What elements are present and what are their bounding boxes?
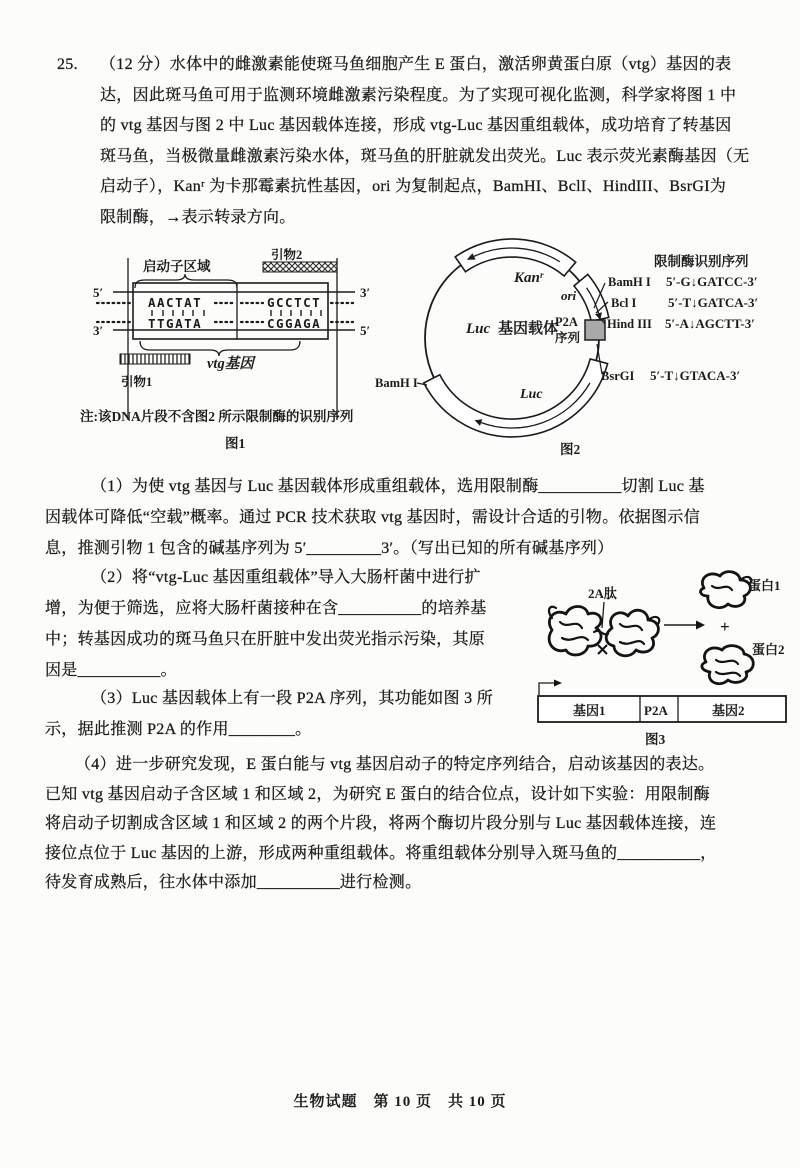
figure2-caption: 图2	[560, 442, 581, 457]
strand-end-label: 3′	[93, 323, 104, 338]
vector-name-luc: Luc	[466, 321, 491, 337]
sequence-top-right: GCCTCT	[267, 295, 322, 310]
primer1-label: 引物1	[121, 375, 153, 389]
page-footer: 生物试题 第 10 页 共 10 页	[293, 1094, 507, 1110]
intro-line: （12 分）水体中的雌激素能使斑马鱼细胞产生 E 蛋白，激活卵黄蛋白原（vtg）基因的表	[100, 56, 732, 73]
figure1-caption: 图1	[225, 436, 246, 451]
enzyme-name: Hind III	[607, 317, 652, 331]
primer2-label: 引物2	[271, 248, 303, 262]
strand-end-label: 5′	[360, 323, 371, 338]
fused-protein-blob-left	[549, 607, 601, 655]
gene2-cell-label: 基因2	[712, 703, 745, 718]
p2a-sequence-square	[585, 320, 605, 340]
sequence-top-left: AACTAT	[148, 295, 203, 310]
q4-line: 将启动子切割成含区域 1 和区域 2 的两个片段，将两个酶切片段分别与 Luc 基因载体连接，连	[45, 815, 717, 833]
ori-label: ori	[561, 288, 577, 303]
q1-line: 因载体可降低“空载”概率。通过 PCR 技术获取 vtg 基因时，需设计合适的引物。依据图示信	[45, 509, 700, 526]
luc-gene-label: Luc	[520, 387, 543, 402]
protein1-label: 蛋白1	[748, 578, 781, 593]
promoter-region-label: 启动子区域	[143, 259, 211, 274]
intro-line: 斑马鱼，当极微量雌激素污染水体，斑马鱼的肝脏就发出荧光。Luc 表示荧光素酶基因（无	[100, 147, 750, 165]
sequence-bottom-left: TTGATA	[148, 316, 203, 331]
q3-line: 示，据此推测 P2A 的作用________。	[45, 720, 312, 738]
enzyme-name: BamH I	[608, 275, 651, 289]
fused-protein-blob-right	[606, 610, 659, 656]
primer1-bar	[120, 354, 190, 364]
enzyme-table-title: 限制酶识别序列	[654, 254, 749, 269]
question-4	[45, 750, 779, 898]
enzyme-sequence: 5′-G↓GATCC-3′	[666, 274, 758, 289]
protein2-blob	[702, 646, 753, 684]
intro-line: 启动子），Kanʳ 为卡那霉素抗性基因，ori 为复制起点，BamHI、BclI、HindIII、BsrGI为	[100, 178, 727, 196]
sequence-bottom-right: CGGAGA	[267, 316, 322, 331]
enzyme-name: BsrGI	[601, 369, 635, 383]
figure3-p2a-function-diagram	[530, 558, 800, 753]
p2a-label-line1: P2A	[555, 315, 578, 329]
figure2-luc-vector-plasmid	[370, 240, 800, 465]
question-2	[45, 562, 545, 686]
protein2-label: 蛋白2	[752, 642, 785, 657]
question-intro-paragraph	[100, 50, 780, 234]
vtg-gene-label: vtg基因	[207, 356, 254, 372]
intro-line: 的 vtg 基因与图 2 中 Luc 基因载体连接，形成 vtg-Luc 基因重组载体，成功培育了转基因	[100, 117, 732, 135]
p2a-cell-label: P2A	[644, 703, 668, 718]
p2a-label-line2: 序列	[555, 331, 581, 345]
promoter-arrowhead	[554, 680, 562, 687]
question-3	[45, 684, 545, 745]
q2-line: 因是__________。	[45, 662, 177, 679]
strand-end-label: 3′	[360, 285, 371, 300]
bamhi-site-label-left: BamH I	[375, 376, 418, 390]
q2-line: 增，为便于筛选，应将大肠杆菌接种在含__________的培养基	[45, 600, 487, 617]
question-1	[45, 471, 777, 564]
primer2-bar	[263, 262, 337, 272]
reaction-arrowhead	[696, 621, 705, 630]
peptide-2a-label: 2A肽	[588, 586, 617, 601]
promoter-brace	[135, 274, 237, 288]
kan-gene-label: Kanʳ	[514, 270, 544, 286]
q4-line: （4）进一步研究发现，E 蛋白能与 vtg 基因启动子的特定序列结合，启动该基因的表达。	[75, 756, 715, 773]
strand-end-label: 5′	[93, 285, 104, 300]
enzyme-sequence: 5′-T↓GTACA-3′	[650, 368, 741, 383]
figure1-note: 注:该DNA片段不含图2 所示限制酶的识别序列	[80, 409, 354, 424]
question-number: 25.	[57, 56, 78, 73]
peptide-pointer-line	[602, 602, 604, 628]
q4-line: 已知 vtg 基因启动子含区域 1 和区域 2，为研究 E 蛋白的结合位点，设计如下实验：用限制酶	[45, 785, 710, 803]
plus-sign: +	[720, 617, 730, 636]
q1-line: 息，推测引物 1 包含的碱基序列为 5′_________3′。（写出已知的所有碱基序列）	[45, 540, 614, 557]
q2-line: 中；转基因成功的斑马鱼只在肝脏中发出荧光指示污染，其原	[45, 631, 486, 648]
gene1-cell-label: 基因1	[573, 703, 606, 718]
enzyme-sequence: 5′-T↓GATCA-3′	[668, 295, 759, 310]
enzyme-name: Bcl I	[611, 296, 637, 310]
q3-line: （3）Luc 基因载体上有一段 P2A 序列，其功能如图 3 所	[91, 690, 494, 707]
q4-line: 待发育成熟后，往水体中添加__________进行检测。	[45, 874, 422, 892]
q1-line: （1）为使 vtg 基因与 Luc 基因载体形成重组载体，选用限制酶__________切割 Luc 基	[91, 478, 705, 495]
intro-line: 达，因此斑马鱼可用于监测环境雌激素污染程度。为了实现可视化监测，科学家将图 1 中	[100, 86, 737, 104]
cleavage-x-mark	[598, 645, 607, 654]
enzyme-sequence: 5′-A↓AGCTT-3′	[665, 316, 755, 331]
figure3-caption: 图3	[645, 732, 666, 747]
q4-line: 接位点位于 Luc 基因的上游，形成两种重组载体。将重组载体分别导入斑马鱼的__________，	[45, 844, 717, 862]
q2-line: （2）将“vtg-Luc 基因重组载体”导入大肠杆菌中进行扩	[91, 569, 481, 586]
vector-name-rest: 基因载体	[498, 321, 559, 337]
protein1-blob	[701, 572, 752, 608]
intro-line: 限制酶，→表示转录方向。	[100, 208, 296, 226]
ori-segment	[574, 274, 609, 321]
